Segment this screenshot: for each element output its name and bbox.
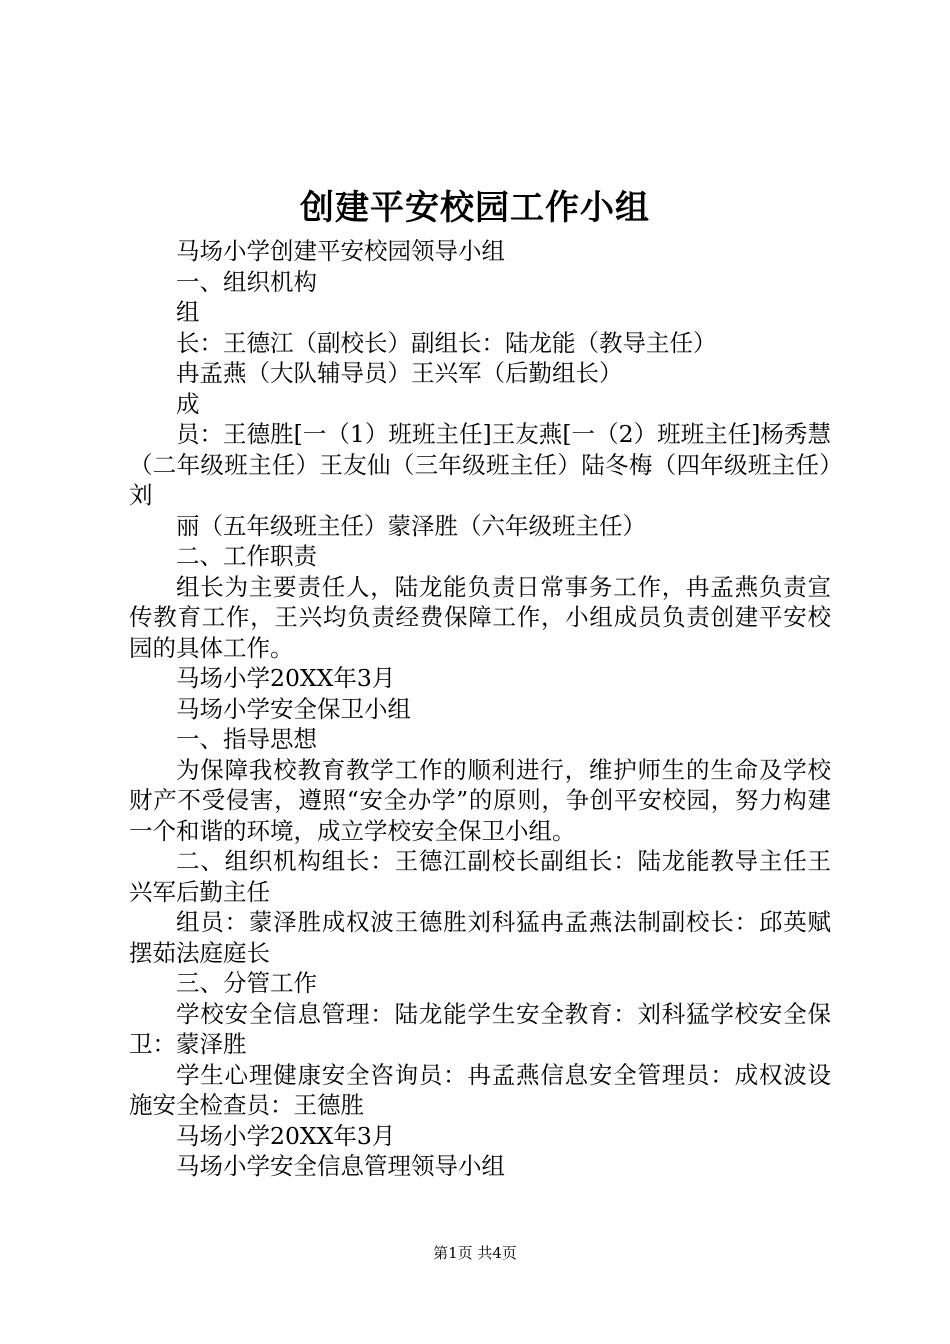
page-number-footer: 第1页 共4页 [433, 1244, 517, 1262]
paragraph: 组长为主要责任人，陆龙能负责日常事务工作，冉孟燕负责宣传教育工作，王兴均负责经费保障工作，小组成员负责创建平安校园的具体工作。 [129, 572, 831, 662]
section-title: 马场小学安全信息管理领导小组 [176, 1152, 505, 1180]
paragraph: 丽（五年级班主任）蒙泽胜（六年级班主任） [176, 511, 646, 540]
paragraph: 冉孟燕（大队辅导员）王兴军（后勤组长） [176, 359, 623, 387]
section-heading: 一、组织机构 [176, 267, 317, 296]
document-title: 创建平安校园工作小组 [300, 188, 650, 228]
section-heading: 二、工作职责 [176, 542, 317, 570]
document-body [129, 236, 831, 1182]
section-heading: 三、分管工作 [176, 969, 317, 997]
date-line: 马场小学20XX年3月 [176, 664, 396, 692]
paragraph: 组 [176, 298, 200, 326]
paragraph: 学生心理健康安全咨询员：冉孟燕信息安全管理员：成权波设施安全检查员：王德胜 [129, 1060, 831, 1119]
section-heading: 一、指导思想 [176, 725, 317, 753]
section-title: 马场小学安全保卫小组 [176, 694, 411, 723]
paragraph: 二、组织机构组长：王德江副校长副组长：陆龙能教导主任王兴军后勤主任 [129, 847, 831, 906]
paragraph: 长：王德江（副校长）副组长：陆龙能（教导主任） [176, 328, 717, 357]
paragraph: 马场小学创建平安校园领导小组 [176, 237, 505, 265]
paragraph: 组员：蒙泽胜成权波王德胜刘科猛冉孟燕法制副校长：邱英赋摆茹法庭庭长 [129, 908, 831, 967]
paragraph: 学校安全信息管理：陆龙能学生安全教育：刘科猛学校安全保卫：蒙泽胜 [129, 999, 831, 1058]
paragraph: 为保障我校教育教学工作的顺利进行，维护师生的生命及学校财产不受侵害，遵照“安全办学”的原则，争创平安校园，努力构建一个和谐的环境，成立学校安全保卫小组。 [129, 755, 831, 845]
paragraph: 成 [176, 389, 200, 418]
date-line: 马场小学20XX年3月 [176, 1121, 396, 1150]
paragraph: 员：王德胜[一（1）班班主任]王友燕[一（2）班班主任]杨秀慧（二年级班主任）王友仙（三年级班主任）陆冬梅（四年级班主任）刘 [129, 420, 831, 509]
